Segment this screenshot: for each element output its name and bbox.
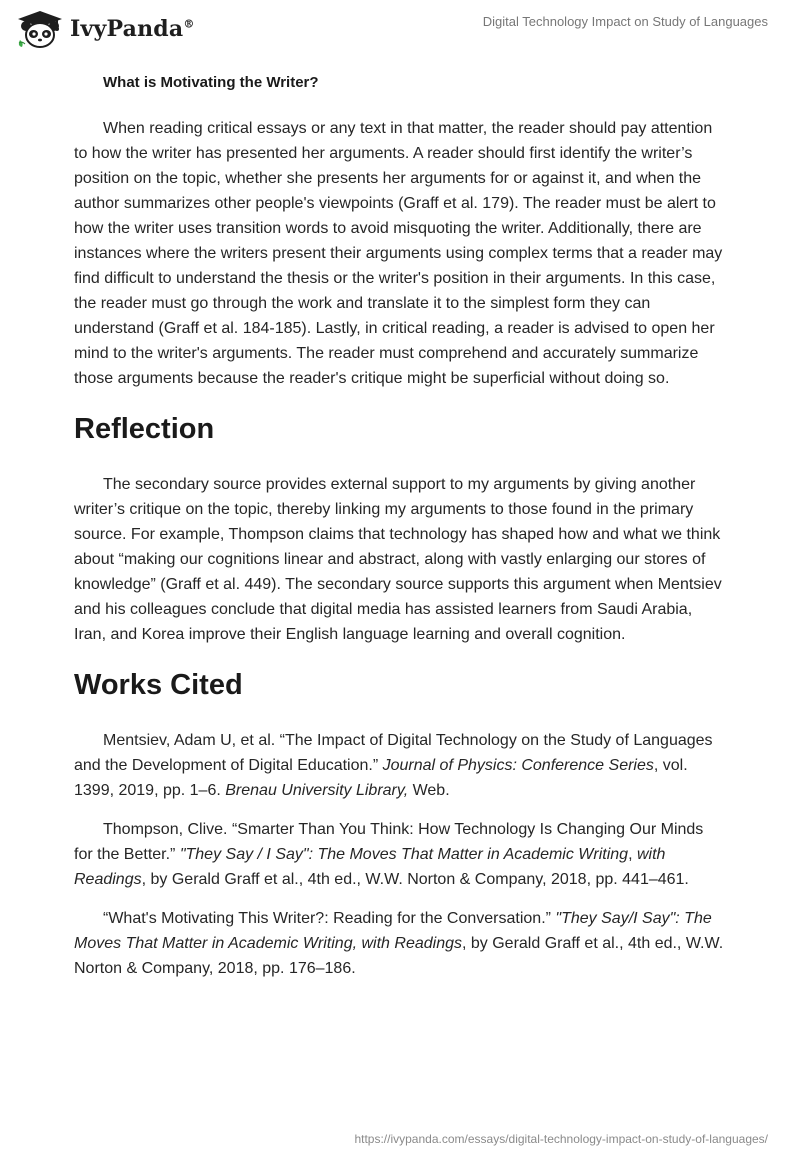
section-subheading: What is Motivating the Writer? (103, 74, 319, 91)
body-paragraph: When reading critical essays or any text in that matter, the reader should pay attention to how the writer has presented her arguments. A reader should first identify the writer’s position on the topic, whether she presents her arguments for or against it, and when the author summarizes other people's viewpoints (Graff et al. 179). The reader must be alert to how the writer uses transition words to avoid misquoting the writer. Additionally, there are instances where the writers present their arguments using complex terms that a reader may find difficult to understand the thesis or the writer's position in their arguments. In this case, the reader must go through the work and translate it to the simplest form they can understand (Graff et al. 184-185). Lastly, in critical reading, a reader is advised to open her mind to the writer's arguments. The reader must comprehend and accurately summarize those arguments because the reader's critique might be superficial without doing so. (74, 120, 723, 387)
body-paragraph: The secondary source provides external support to my arguments by giving another writer’s critique on the topic, thereby linking my arguments to those found in the primary source. For example, Thompson claims that technology has shaped how and what we think about “making our cognitions linear and abstract, along with vastly enlarging our stores of knowledge” (Graff et al. 449). The secondary source supports this argument when Mentsiev and his colleagues conclude that digital media has assisted learners from Saudi Arabia, Iran, and Korea improve their English language learning and overall cognition. (74, 476, 722, 643)
essay-content (74, 72, 724, 995)
running-title: Digital Technology Impact on Study of Languages (482, 14, 768, 29)
citation-entry: Thompson, Clive. “Smarter Than You Think: How Technology Is Changing Our Minds for the Better.” "They Say / I Say": The Moves That Matter in Academic Writing, with Readings, by Gerald Graff et al., 4th ed., W.W. Norton & Company, 2018, pp. 441–461. (74, 821, 704, 888)
brand-name: IvyPanda® (70, 16, 195, 42)
reflection-heading: Reflection (74, 413, 215, 445)
works-cited-heading: Works Cited (74, 669, 243, 701)
source-url-link[interactable]: https://ivypanda.com/essays/digital-technology-impact-on-study-of-languages/ (354, 1132, 768, 1146)
citation-entry: Mentsiev, Adam U, et al. “The Impact of Digital Technology on the Study of Languages and the Development of Digital Education.” Journal of Physics: Conference Series, vol. 1399, 2019, pp. 1–6. Brenau University Library, Web. (74, 732, 713, 799)
ivypanda-logo[interactable] (16, 10, 195, 48)
panda-logo-icon (16, 10, 64, 48)
page-header (0, 0, 800, 60)
citation-entry: “What's Motivating This Writer?: Reading for the Conversation.” "They Say/I Say": The Moves That Matter in Academic Writing, with Readings, by Gerald Graff et al., 4th ed., W.W. Norton & Company, 2018, pp. 176–186. (74, 910, 724, 977)
